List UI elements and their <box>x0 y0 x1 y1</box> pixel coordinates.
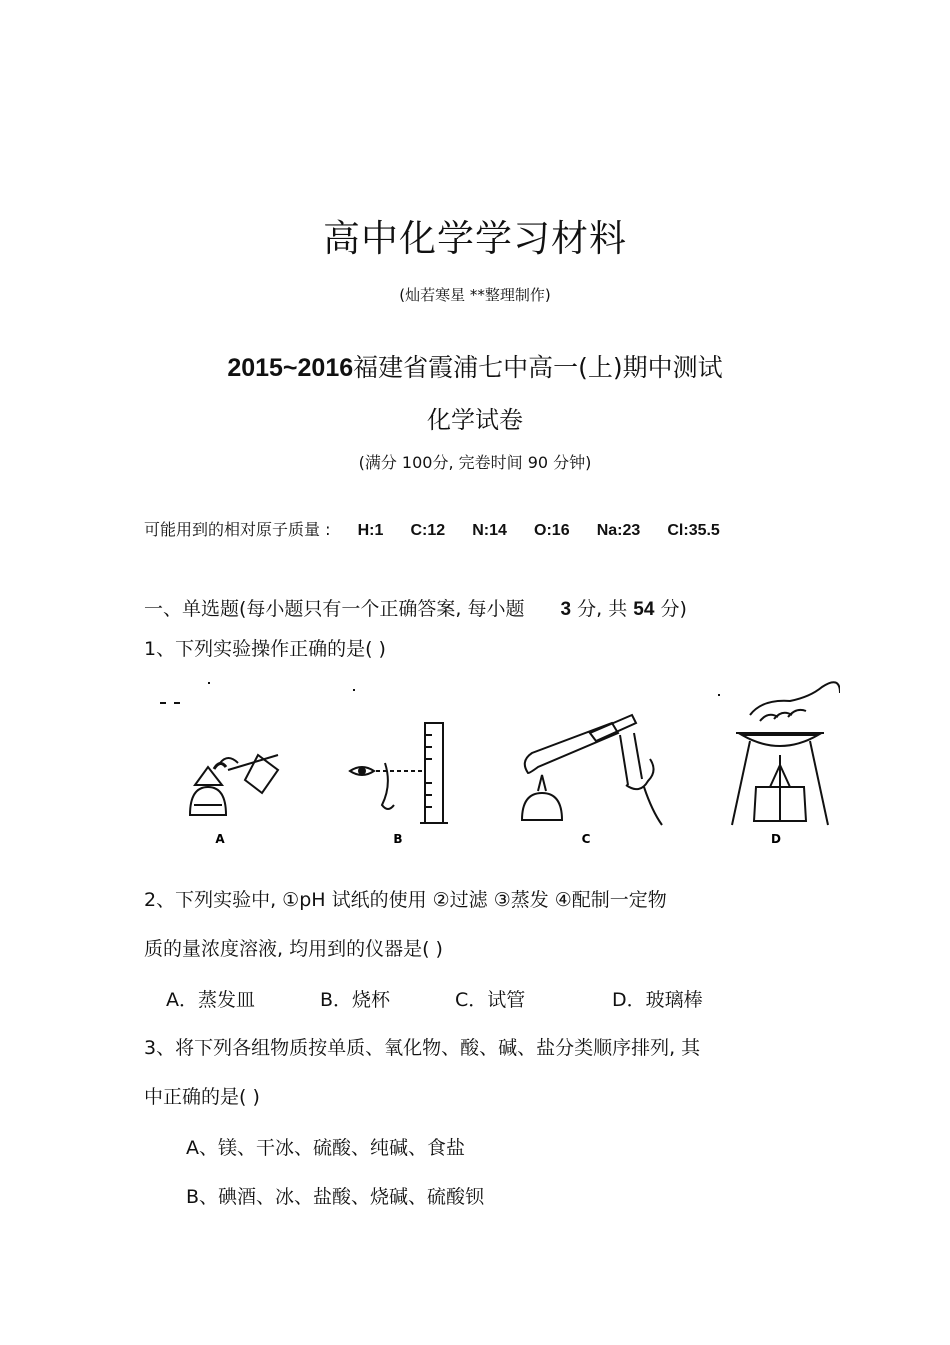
exam-title-rest: 福建省霞浦七中高一(上)期中测试 <box>353 353 723 382</box>
atomic-masses-label: 可能用到的相对原子质量 : <box>144 520 331 539</box>
figure-label-c: C <box>581 832 591 846</box>
section1-heading-mid: 分, 共 <box>577 598 628 620</box>
figure-c-test-tube-heating <box>522 715 662 825</box>
atomic-mass-item: Cl:35.5 <box>667 522 720 539</box>
document-subtitle: (灿若寒星 **整理制作) <box>399 286 551 304</box>
section1-total: 54 <box>633 599 655 620</box>
figure-label-d: D <box>771 832 781 846</box>
atomic-mass-item: C:12 <box>410 522 446 539</box>
section1-heading-post: 分) <box>660 598 687 620</box>
section1-heading <box>144 594 687 621</box>
atomic-mass-item: H:1 <box>357 522 384 539</box>
atomic-mass-item: N:14 <box>472 522 507 539</box>
question-1-figure <box>150 675 840 855</box>
question-3-line-2: 中正确的是( ) <box>144 1086 260 1108</box>
exam-note: (满分 100分, 完卷时间 90 分钟) <box>358 453 592 472</box>
figure-label-a: A <box>215 832 225 846</box>
question-3-option-a: A、镁、干冰、硫酸、纯碱、食盐 <box>186 1137 465 1159</box>
atomic-masses <box>144 517 720 540</box>
question-2-line-1: 2、下列实验中, ①pH 试纸的使用 ②过滤 ③蒸发 ④配制一定物 <box>144 889 667 911</box>
exam-subject: 化学试卷 <box>427 406 523 434</box>
question-2-line-2: 质的量浓度溶液, 均用到的仪器是( ) <box>144 938 443 960</box>
question-2-option-c: C．试管 <box>455 989 526 1011</box>
section1-heading-pre: 一、单选题(每小题只有一个正确答案, 每小题 <box>144 598 525 620</box>
question-1: 1、下列实验操作正确的是( ) <box>144 638 386 660</box>
lab-apparatus-illustration <box>150 675 840 855</box>
question-2-option-d: D．玻璃棒 <box>612 989 703 1011</box>
question-3-line-1: 3、将下列各组物质按单质、氧化物、酸、碱、盐分类顺序排列, 其 <box>144 1037 701 1059</box>
figure-a-spirit-lamps <box>190 755 278 815</box>
document-title: 高中化学学习材料 <box>323 217 627 260</box>
atomic-mass-item: O:16 <box>534 522 570 539</box>
exam-title <box>0 348 950 384</box>
section1-points-each: 3 <box>560 599 572 620</box>
figure-b-measuring-cylinder <box>350 723 448 823</box>
question-2-option-b: B．烧杯 <box>320 989 391 1011</box>
question-3-option-b: B、碘酒、冰、盐酸、烧碱、硫酸钡 <box>186 1186 485 1208</box>
figure-d-evaporating-dish <box>732 682 840 825</box>
exam-years: 2015~2016 <box>227 354 354 382</box>
atomic-mass-item: Na:23 <box>596 522 641 539</box>
figure-label-b: B <box>393 832 403 846</box>
question-2-option-a: A．蒸发皿 <box>166 989 255 1011</box>
